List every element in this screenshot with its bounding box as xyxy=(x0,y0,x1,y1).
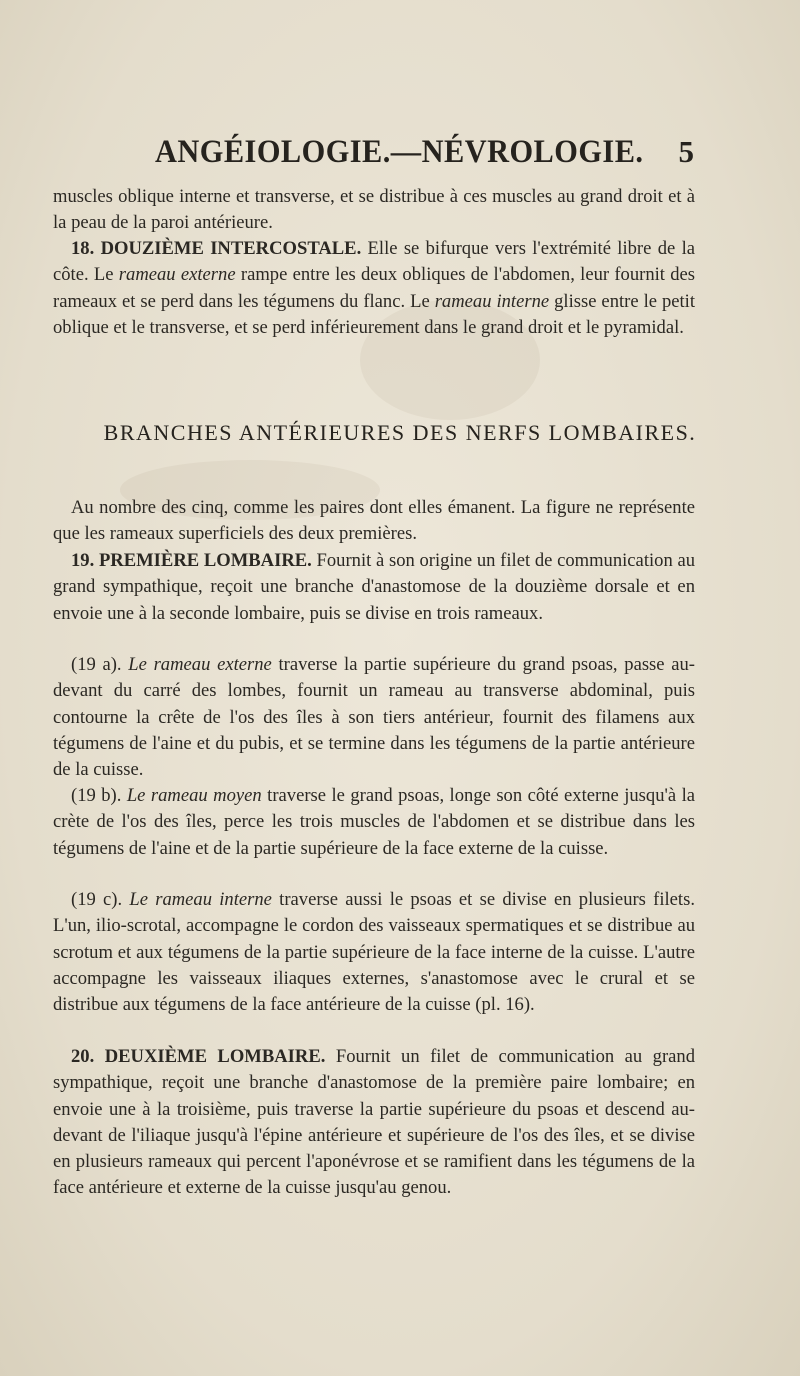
italic-term: rameau externe xyxy=(118,264,236,286)
paragraph-text: Au nombre des cinq, comme les paires dont elles émanent. La figure ne représente que les rameaux superficiels des deux premières. xyxy=(53,497,695,545)
paragraph-rameau-moyen xyxy=(53,783,695,862)
entry-label: 20. DEUXIÈME LOMBAIRE. xyxy=(71,1046,326,1067)
paragraph-rameau-interne xyxy=(53,887,695,1018)
paragraph-deuxieme-lombaire xyxy=(53,1044,695,1202)
page-number: 5 xyxy=(678,134,694,169)
paragraph-text: Fournit à son origine un filet de communication au grand sympathique, reçoit une branche d'anastomose de la douzième dorsale et en envoie une à la seconde lombaire, puis se divise en trois rameaux. xyxy=(53,550,695,624)
italic-term: Le rameau moyen xyxy=(126,785,262,806)
paragraph-text: glisse entre le petit oblique et le transverse, et se perd inférieurement dans le grand droit et le pyramidal. xyxy=(53,290,696,338)
paragraph-text: Fournit un filet de communication au grand sympathique, reçoit une branche d'anastomose de la première paire lombaire; en envoie une à la troisième, puis traverse la partie supérieure du psoas et descend au-devant de l'iliaque jusqu'à l'épine antérieure et supérieure de l'os des îles, et se divise en plusieurs rameaux qui percent l'aponévrose et se ramifient dans les tégumens de la face antérieure et externe de la cuisse jusqu'au genou. xyxy=(53,1046,695,1199)
italic-term: Le rameau interne xyxy=(129,889,272,910)
paragraph-rameau-externe xyxy=(53,652,695,783)
paragraph-continuation xyxy=(53,184,695,237)
entry-label: 19. PREMIÈRE LOMBAIRE. xyxy=(71,550,312,571)
figure-reference: (19 c). xyxy=(71,889,130,910)
section-heading: BRANCHES ANTÉRIEURES DES NERFS LOMBAIRES. xyxy=(103,420,697,445)
paragraph-text: traverse la partie supérieure du grand psoas, passe au-devant du carré des lombes, fournit un rameau au transverse abdominal, puis contourne la crête de l'os des îles à son tiers antérieur, fournit des filamens aux tégumens de l'aine et du pubis, et se termine dans les tégumens de la partie antérieure de la cuisse. xyxy=(53,654,695,781)
figure-reference: (19 a). xyxy=(71,654,129,675)
italic-term: rameau interne xyxy=(434,290,550,312)
running-title: ANGÉIOLOGIE.—NÉVROLOGIE. xyxy=(155,134,644,170)
paragraph-text: muscles oblique interne et transverse, et se distribue à ces muscles au grand droit et à la peau de la paroi antérieure. xyxy=(53,186,695,234)
italic-term: Le rameau externe xyxy=(128,654,272,675)
paragraph-text: rampe entre les deux obliques de l'abdomen, leur fournit des rameaux et se perd dans les tégumens du flanc. Le xyxy=(53,264,696,312)
paragraph-text: Elle se bifurque vers l'extrémité libre de la côte. Le xyxy=(53,238,695,286)
figure-reference: (19 b). xyxy=(71,785,127,806)
entry-label: 18. DOUZIÈME INTERCOSTALE. xyxy=(71,238,362,259)
paragraph-text: traverse aussi le psoas et se divise en plusieurs filets. L'un, ilio-scrotal, accompagne le cordon des vaisseaux spermatiques et se distribue au scrotum et aux tégumens de la partie supérieure de la face interne de la cuisse. L'autre accompagne les vaisseaux iliaques externes, s'anastomose avec le crural et se distribue aux tégumens de la face antérieure de la cuisse (pl. 16). xyxy=(53,889,695,1016)
paragraph-text: traverse le grand psoas, longe son côté externe jusqu'à la crète de l'os des îles, perce les trois muscles de l'abdomen et se distribue dans les tégumens de l'aine et de la partie supérieure de la face externe de la cuisse. xyxy=(53,785,695,859)
paragraph-douzieme-intercostale xyxy=(53,236,695,341)
page-header xyxy=(0,134,800,174)
paragraph-intro xyxy=(53,495,695,548)
paragraph-premiere-lombaire xyxy=(53,548,695,627)
